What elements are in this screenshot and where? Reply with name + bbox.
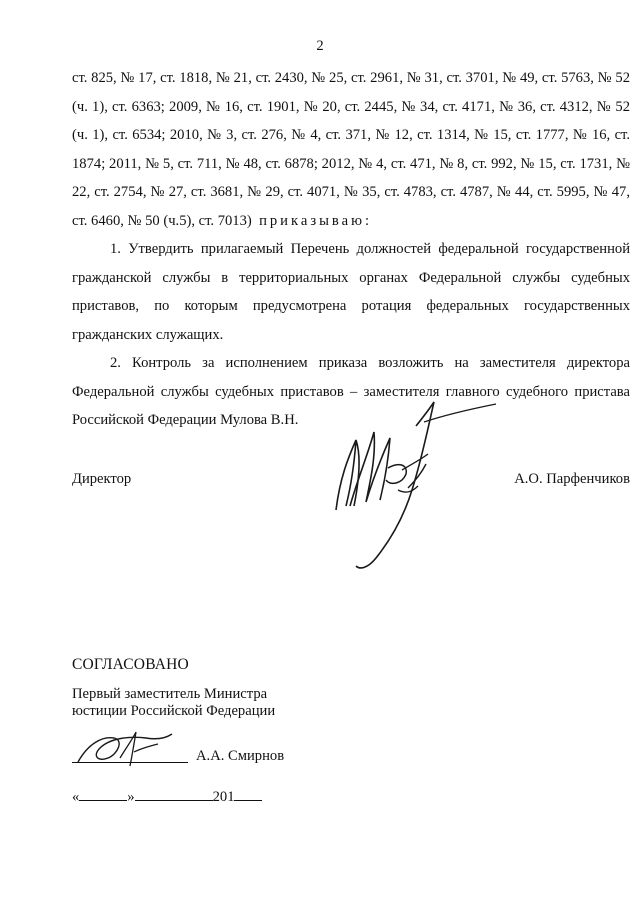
director-name: А.О. Парфенчиков — [514, 471, 630, 487]
approval-position-line-1: Первый заместитель Министра — [72, 686, 268, 702]
page-number: 2 — [316, 38, 324, 54]
approver-handwritten-signature — [74, 722, 174, 772]
intro-paragraph — [72, 64, 630, 235]
date-close-quote: » — [127, 789, 135, 805]
approval-heading: СОГЛАСОВАНО — [72, 656, 189, 673]
date-year-blank — [234, 786, 262, 801]
order-item-2: 2. Контроль за исполнением приказа возложить на заместителя директора Федеральной службы судебных приставов – заместителя главного судебного пристава Российской Федерации Мулова В.Н. — [72, 355, 630, 428]
director-handwritten-signature — [328, 398, 498, 573]
director-title: Директор — [72, 471, 132, 487]
date-open-quote: « — [72, 789, 80, 805]
approval-position-line-2: юстиции Российской Федерации — [72, 703, 276, 719]
legal-references: ст. 825, № 17, ст. 1818, № 21, ст. 2430, № 25, ст. 2961, № 31, ст. 3701, № 49, ст. 5763, № 52 (ч. 1), ст. 6363; 2009, № 16, ст. 1901, № 20, ст. 2445, № 34, ст. 4171, № 36, ст. 4312, № 52 (ч. 1), ст. 6534; 2010, № 3, ст. 276, № 4, ст. 371, № 12, ст. 1314, № 15, ст. 1777, № 16, ст. 1874; 2011, № 5, ст. 711, № 48, ст. 6878; 2012, № 4, ст. 471, № 8, ст. 992, № 15, ст. 1731, № 22, ст. 2754, № 27, ст. 3681, № 29, ст. 4071, № 35, ст. 4783, ст. 4787, № 44, ст. 5995, № 47, ст. 6460, № 50 (ч.5), ст. 7013) — [72, 70, 630, 229]
date-year-prefix: 201 — [212, 789, 235, 805]
approver-name: А.А. Смирнов — [196, 748, 285, 764]
document-body — [72, 64, 630, 435]
order-item-1: 1. Утвердить прилагаемый Перечень должностей федеральной государственной гражданской службы в территориальных органах Федеральной службы судебных приставов, по которым предусмотрена ротация федеральных государственных гражданских служащих. — [72, 241, 630, 343]
approval-date-line — [72, 786, 262, 806]
date-month-blank — [135, 786, 213, 801]
order-word: приказываю: — [259, 212, 373, 229]
date-day-blank — [79, 786, 127, 801]
approver-signature-line — [72, 762, 188, 763]
approval-block — [72, 656, 372, 720]
